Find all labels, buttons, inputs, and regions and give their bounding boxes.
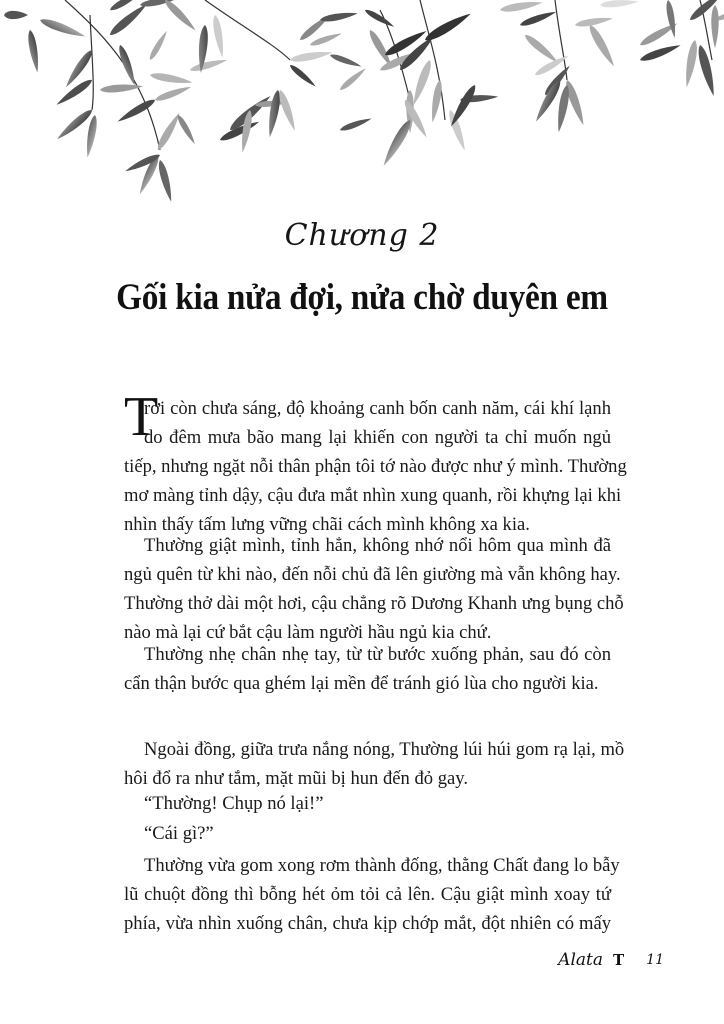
drop-cap: T (124, 386, 159, 448)
text-line: Thường thở dài một hơi, cậu chẳng rõ Dương Khanh ưng bụng chỗ (124, 593, 624, 614)
publisher-mark-icon: T (613, 951, 625, 969)
text-line: Thường nhẹ chân nhẹ tay, từ từ bước xuống phản, sau đó còn (144, 644, 611, 665)
text-line: “Thường! Chụp nó lại!” (144, 793, 324, 814)
text-line: rời còn chưa sáng, độ khoảng canh bốn canh năm, cái khí lạnh (144, 398, 611, 419)
page-footer (558, 950, 664, 970)
paragraph-1 (124, 386, 627, 539)
text-line: nào mà lại cứ bắt cậu làm người hầu ngủ kia chứ. (124, 622, 492, 643)
text-line: Ngoài đồng, giữa trưa nắng nóng, Thường lúi húi gom rạ lại, mồ (144, 739, 625, 760)
page-number: 11 (646, 952, 664, 968)
text-line: lũ chuột đồng thì bỗng hét ỏm tỏi cả lên. Cậu giật mình xoay tứ (124, 884, 611, 905)
text-line: “Cái gì?” (144, 823, 214, 844)
text-line: phía, vừa nhìn xuống chân, chưa kịp chớp mắt, đột nhiên có mấy (124, 913, 611, 934)
publisher-logo: Alata (558, 950, 603, 970)
text-line: hôi đổ ra như tắm, mặt mũi bị hun đến đỏ gay. (124, 768, 469, 789)
bamboo-leaves-icon (0, 0, 724, 230)
dialogue-1 (124, 789, 611, 818)
chapter-title: Gối kia nửa đợi, nửa chờ duyên em (116, 277, 608, 318)
dialogue-2 (124, 819, 611, 848)
text-line: nhìn thấy tấm lưng vững chãi cách mình không xa kia. (124, 514, 530, 535)
paragraph-4 (124, 735, 625, 793)
text-line: ngủ quên từ khi nào, đến nỗi chủ đã lên giường mà vẫn không hay. (124, 564, 621, 585)
text-line: do đêm mưa bão mang lại khiến con người ta chỉ muốn ngủ (144, 427, 611, 448)
text-line: Thường giật mình, tỉnh hẳn, không nhớ nổi hôm qua mình đã (144, 535, 611, 556)
text-line: cẩn thận bước qua ghém lại mền để tránh gió lùa cho người kia. (124, 673, 599, 694)
text-line: tiếp, nhưng ngặt nỗi thân phận tôi tớ nào được như ý mình. Thường (124, 456, 627, 477)
paragraph-5 (124, 851, 620, 938)
paragraph-2 (124, 531, 624, 647)
chapter-number: Chương 2 (284, 218, 440, 253)
text-line: mơ màng tỉnh dậy, cậu đưa mắt nhìn xung quanh, rồi khựng lại khi (124, 485, 622, 506)
text-line: Thường vừa gom xong rơm thành đống, thằng Chất đang lo bẫy (144, 855, 620, 876)
paragraph-3 (124, 640, 611, 698)
